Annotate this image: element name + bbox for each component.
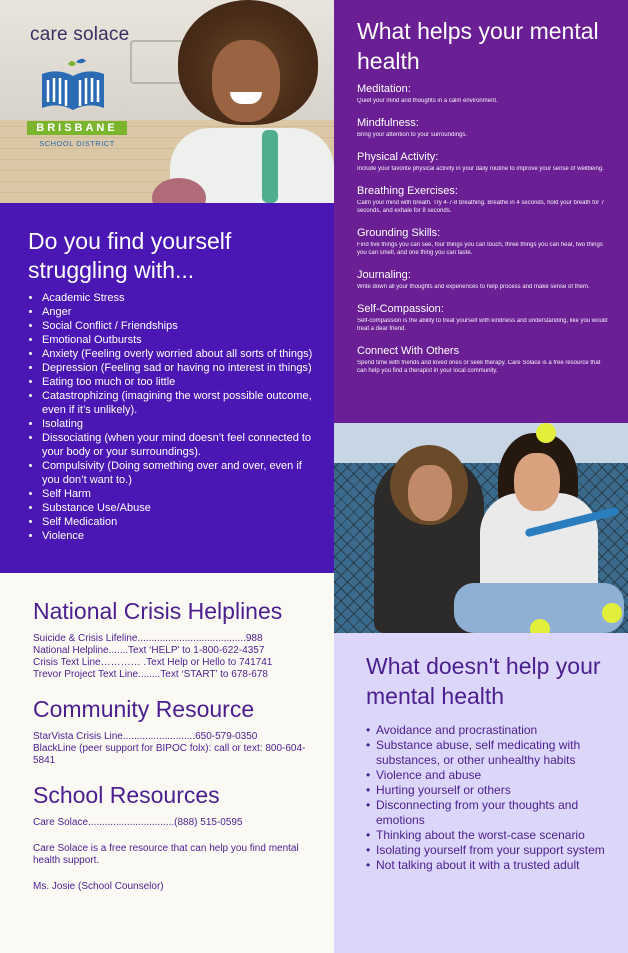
help-text-journaling: Write down all your thoughts and experiences to help process and make sense of them. (357, 284, 590, 290)
help-text-grounding: Find five things you can see, four things you can touch, three things you can hear, two things you can smell, and one thing you can taste. (357, 242, 603, 256)
help-heading-self-compassion: Self-Compassion: (357, 303, 444, 315)
help-heading-breathing: Breathing Exercises: (357, 185, 458, 197)
school-description: Care Solace is a free resource that can help you find mental health support. (33, 843, 299, 866)
help-heading-mindfulness: Mindfulness: (357, 117, 419, 129)
what-doesnt-help-panel (334, 633, 628, 953)
list-item: • Depression (Feeling sad or having no interest in things) (42, 361, 314, 375)
helpline-line: Trevor Project Text Line........Text ‘START’ to 678-678 (33, 669, 268, 680)
tennis-friends-photo (334, 423, 628, 633)
list-item: • Compulsivity (Doing something over and over, even if you don’t want to.) (42, 459, 314, 487)
student-photo (0, 0, 334, 203)
backpack-strap (262, 130, 278, 203)
list-item: • Self Medication (42, 515, 314, 529)
list-item: • Catastrophizing (imagining the worst possible outcome, even if it’s unlikely). (42, 389, 314, 417)
list-item: • Substance Use/Abuse (42, 501, 314, 515)
help-heading-journaling: Journaling: (357, 269, 411, 281)
school-resources-title: School Resources (33, 782, 220, 808)
list-item: • Substance abuse, self medicating with substances, or other unhealthy habits (366, 738, 612, 768)
what-helps-title: What helps your mental health (357, 18, 599, 74)
community-resource-title: Community Resource (33, 696, 255, 722)
resources-panel (0, 573, 334, 953)
list-item: • Violence (42, 529, 314, 543)
community-line: StarVista Crisis Line..........................650-579-0350 (33, 731, 258, 742)
help-text-breathing: Calm your mind with breath. Try 4-7-8 breathing. Breathe in 4 seconds, hold your breath for 7 seconds, and exhale for 8 seconds. (357, 200, 605, 214)
struggling-list (28, 291, 314, 543)
tennis-ball (602, 603, 622, 623)
list-item: • Violence and abuse (366, 768, 612, 783)
tennis-ball (536, 423, 556, 443)
helpline-line: Suicide & Crisis Lifeline.......................................988 (33, 633, 263, 644)
list-item: • Thinking about the worst-case scenario (366, 828, 612, 843)
spacer (33, 681, 314, 695)
doesnt-help-list (366, 723, 612, 873)
what-helps-panel (334, 0, 628, 423)
help-heading-grounding: Grounding Skills: (357, 227, 441, 239)
list-item: • Dissociating (when your mind doesn’t feel connected to your body or your surroundings). (42, 431, 314, 459)
help-text-meditation: Quiet your mind and thoughts in a calm environment. (357, 98, 498, 104)
list-item: • Social Conflict / Friendships (42, 319, 314, 333)
what-doesnt-help-title: What doesn't help your mental health (366, 653, 601, 709)
book-logo-icon (38, 58, 108, 120)
student-face (212, 40, 280, 122)
tennis-ball (530, 619, 550, 633)
spacer (33, 829, 314, 843)
list-item: • Hurting yourself or others (366, 783, 612, 798)
helpline-line: National Helpline.......Text ‘HELP’ to 1-800-622-4357 (33, 645, 265, 656)
struggling-title: Do you find yourself struggling with... (28, 228, 232, 283)
list-item: • Anger (42, 305, 314, 319)
struggling-panel (0, 203, 334, 573)
spacer (33, 767, 314, 781)
list-item: • Anxiety (Feeling overly worried about all sorts of things) (42, 347, 314, 361)
school-line: Care Solace...............................(888) 515-0595 (33, 817, 243, 828)
help-text-self-compassion: Self-compassion is the ability to treat yourself with kindness and understanding, like you would treat a dear friend. (357, 318, 608, 332)
girl-left-face (408, 465, 452, 521)
help-heading-meditation: Meditation: (357, 83, 411, 95)
help-heading-connect: Connect With Others (357, 345, 460, 357)
list-item: • Avoidance and procrastination (366, 723, 612, 738)
list-item: • Academic Stress (42, 291, 314, 305)
help-heading-physical-activity: Physical Activity: (357, 151, 439, 163)
list-item: • Self Harm (42, 487, 314, 501)
list-item: • Eating too much or too little (42, 375, 314, 389)
spacer (33, 867, 314, 881)
list-item: • Disconnecting from your thoughts and emotions (366, 798, 612, 828)
help-text-physical-activity: Include your favorite physical activity in your daily routine to improve your sense of wellbeing. (357, 166, 604, 172)
district-subtitle: SCHOOL DISTRICT (39, 139, 115, 148)
school-counselor: Ms. Josie (School Counselor) (33, 881, 164, 892)
help-text-mindfulness: Bring your attention to your surroundings. (357, 132, 468, 138)
district-name-band: BRISBANE (27, 121, 127, 135)
helpline-line: Crisis Text Line………… .Text Help or Hello to 741741 (33, 657, 273, 668)
girl-right-face (514, 453, 560, 511)
list-item: • Emotional Outbursts (42, 333, 314, 347)
community-line: BlackLine (peer support for BIPOC folx): call or text: 800-604-5841 (33, 743, 306, 766)
list-item: • Isolating yourself from your support system (366, 843, 612, 858)
help-text-connect: Spend time with friends and loved ones or seek therapy. Care Solace is a free resource that can help you find a therapist in your local community. (357, 360, 601, 374)
crisis-helplines-title: National Crisis Helplines (33, 598, 283, 624)
list-item: • Isolating (42, 417, 314, 431)
list-item: • Not talking about it with a trusted adult (366, 858, 612, 873)
care-solace-logo-text: care solace (30, 24, 130, 45)
